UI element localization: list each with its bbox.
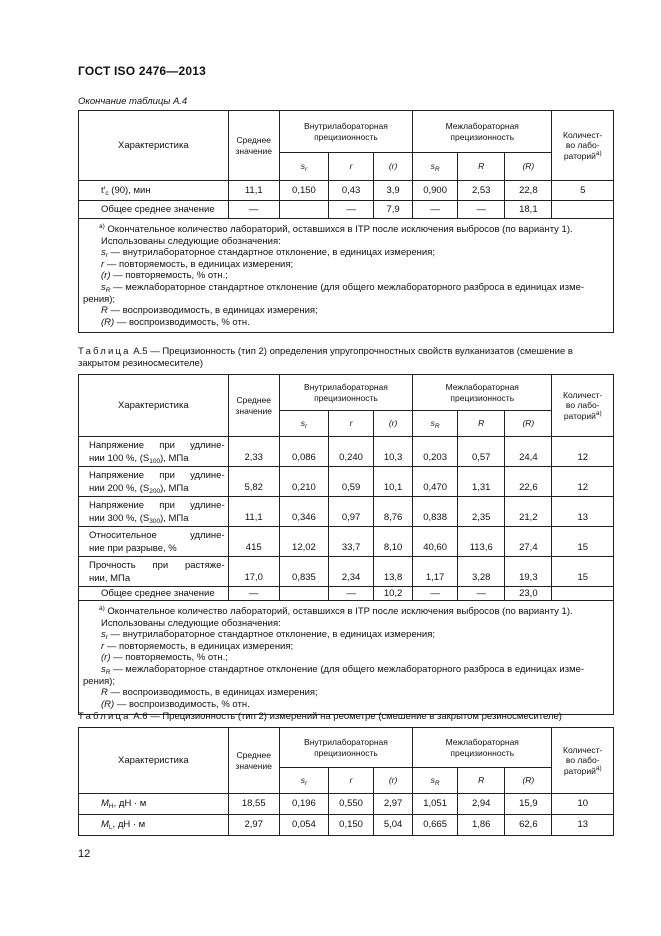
cell-R: 113,6 — [458, 527, 505, 557]
cell-R: 1,31 — [458, 467, 505, 497]
cell-r: 0,550 — [329, 794, 374, 815]
cell-R: 3,28 — [458, 557, 505, 587]
cell-labs: 13 — [552, 497, 614, 527]
table-notes: $^{а)}$ Окончательное количество лабораторий, оставшихся в ITP после исключения выбросов (по варианту 1). Использованы следующие обозначения: $s_r$ — внутрилабораторное стандартное отклонение, в единицах измерения; r — повторяемость, в единицах измерения; (r) — повторяемость, % отн.; $s_R$ — межлабораторное стандартное отклонение (для общего межлабораторного разброса в единицах изме- рения); R — воспроизводимость, в единицах измерения; (R) — воспроизводимость, % отн. — [79, 601, 614, 715]
col-header-R: R — [458, 411, 505, 437]
overall-label: Общее среднее значение — [79, 201, 229, 219]
col-header-sR: $s_R$ — [413, 768, 458, 794]
col-header-R-rel: (R) — [505, 153, 552, 181]
cell-r: 2,34 — [329, 557, 374, 587]
cell-sr — [279, 201, 328, 219]
row-label: $M_L$, дН · м — [79, 815, 229, 836]
col-header-interlab: Межлабораторная прецизионность — [413, 111, 552, 153]
row-label: Напряжение при удлине- нии 200 %, $(S_{200})$, МПа — [79, 467, 229, 497]
table-notes: $^{а)}$ Окончательное количество лабораторий, оставшихся в ITP после исключения выбросов (по варианту 1). Использованы следующие обозначения: $s_r$ — внутрилабораторное стандартное отклонение, в единицах измерения; r — повторяемость, в единицах измерения; (r) — повторяемость, % отн.; $s_R$ — межлабораторное стандартное отклонение (для общего межлабораторного разброса в единицах изме- рения); R — воспроизводимость, в единицах измерения; (R) — воспроизводимость, % отн. — [79, 219, 614, 333]
overall-row — [79, 201, 614, 219]
cell-mean: 18,55 — [228, 794, 279, 815]
cell-sR: 40,60 — [413, 527, 458, 557]
cell-R: 1,86 — [458, 815, 505, 836]
cell-labs: 15 — [552, 557, 614, 587]
cell-mean: 17,0 — [228, 557, 279, 587]
table-row — [79, 557, 614, 587]
col-header-intralab: Внутрилабораторная прецизионность — [279, 111, 412, 153]
cell-mean: 2,33 — [228, 437, 279, 467]
cell-sr: 12,02 — [279, 527, 328, 557]
cell-r-rel: 3,9 — [374, 181, 413, 201]
cell-r: 0,43 — [329, 181, 374, 201]
col-header-r-rel: (r) — [374, 153, 413, 181]
cell-sr: 0,150 — [279, 181, 328, 201]
col-header-characteristic: Характеристика — [79, 375, 229, 437]
cell-mean: 11,1 — [228, 497, 279, 527]
page-number: 12 — [78, 848, 91, 860]
col-header-intralab: Внутрилабораторная прецизионность — [279, 375, 412, 411]
cell-sR: — — [413, 201, 458, 219]
col-header-mean: Среднее значение — [228, 728, 279, 794]
col-header-r: r — [329, 768, 374, 794]
cell-R-rel: 23,0 — [505, 587, 552, 601]
table-a4-caption: Окончание таблицы А.4 — [78, 96, 188, 107]
notes-row — [79, 601, 614, 715]
col-header-labs: Количест- во лабо- раторий$^{а)}$ — [552, 111, 614, 181]
col-header-r: r — [329, 153, 374, 181]
cell-r-rel: 10,2 — [374, 587, 413, 601]
cell-R-rel: 62,6 — [505, 815, 552, 836]
cell-r: 0,97 — [329, 497, 374, 527]
col-header-mean: Среднее значение — [228, 111, 279, 181]
cell-sr: 0,086 — [279, 437, 328, 467]
table-row — [79, 497, 614, 527]
cell-R: 2,94 — [458, 794, 505, 815]
cell-labs: 5 — [552, 181, 614, 201]
cell-sR: 0,665 — [413, 815, 458, 836]
cell-R: — — [458, 201, 505, 219]
cell-R: 0,57 — [458, 437, 505, 467]
col-header-sR: $s_R$ — [413, 411, 458, 437]
col-header-R-rel: (R) — [505, 411, 552, 437]
cell-sr — [279, 587, 328, 601]
cell-labs: 12 — [552, 437, 614, 467]
cell-r-rel: 13,8 — [374, 557, 413, 587]
cell-r-rel: 10,1 — [374, 467, 413, 497]
col-header-sr: $s_r$ — [279, 153, 328, 181]
col-header-characteristic: Характеристика — [79, 111, 229, 181]
col-header-r-rel: (r) — [374, 411, 413, 437]
cell-mean: — — [228, 587, 279, 601]
cell-R: 2,53 — [458, 181, 505, 201]
table-a6 — [78, 727, 614, 836]
row-label: $M_H$, дН · м — [79, 794, 229, 815]
col-header-sr: $s_r$ — [279, 411, 328, 437]
cell-R-rel: 27,4 — [505, 527, 552, 557]
notes-row — [79, 219, 614, 333]
cell-mean: 415 — [228, 527, 279, 557]
cell-r-rel: 8,76 — [374, 497, 413, 527]
row-label: Напряжение при удлине- нии 300 %, $(S_{300})$, МПа — [79, 497, 229, 527]
cell-R-rel: 22,8 — [505, 181, 552, 201]
cell-r: 0,240 — [329, 437, 374, 467]
table-row — [79, 815, 614, 836]
cell-mean: 2,97 — [228, 815, 279, 836]
cell-R-rel: 19,3 — [505, 557, 552, 587]
col-header-r-rel: (r) — [374, 768, 413, 794]
cell-labs: 15 — [552, 527, 614, 557]
cell-mean: 11,1 — [228, 181, 279, 201]
table-row — [79, 794, 614, 815]
cell-r: — — [329, 587, 374, 601]
col-header-sr: $s_r$ — [279, 768, 328, 794]
cell-labs: 12 — [552, 467, 614, 497]
cell-R: 2,35 — [458, 497, 505, 527]
col-header-mean: Среднее значение — [228, 375, 279, 437]
cell-r-rel: 2,97 — [374, 794, 413, 815]
cell-sR: 1,051 — [413, 794, 458, 815]
cell-R-rel: 15,9 — [505, 794, 552, 815]
row-label: Напряжение при удлине- нии 100 %, $(S_{100})$, МПа — [79, 437, 229, 467]
cell-sr: 0,210 — [279, 467, 328, 497]
cell-sR: — — [413, 587, 458, 601]
cell-r-rel: 8,10 — [374, 527, 413, 557]
cell-sR: 1,17 — [413, 557, 458, 587]
cell-R: — — [458, 587, 505, 601]
cell-labs: 13 — [552, 815, 614, 836]
cell-R-rel: 21,2 — [505, 497, 552, 527]
cell-sR: 0,900 — [413, 181, 458, 201]
cell-r: 33,7 — [329, 527, 374, 557]
cell-r-rel: 7,9 — [374, 201, 413, 219]
overall-row — [79, 587, 614, 601]
table-row — [79, 527, 614, 557]
cell-mean: — — [228, 201, 279, 219]
cell-R-rel: 24,4 — [505, 437, 552, 467]
col-header-R: R — [458, 153, 505, 181]
col-header-interlab: Межлабораторная прецизионность — [413, 728, 552, 768]
cell-labs: 10 — [552, 794, 614, 815]
cell-r: — — [329, 201, 374, 219]
table-row — [79, 467, 614, 497]
cell-sr: 0,346 — [279, 497, 328, 527]
cell-r-rel: 10,3 — [374, 437, 413, 467]
document-header: ГОСТ ISO 2476—2013 — [78, 64, 207, 78]
col-header-intralab: Внутрилабораторная прецизионность — [279, 728, 412, 768]
cell-sR: 0,838 — [413, 497, 458, 527]
col-header-characteristic: Характеристика — [79, 728, 229, 794]
row-label: Прочность при растяже- нии, МПа — [79, 557, 229, 587]
col-header-r: r — [329, 411, 374, 437]
overall-label: Общее среднее значение — [79, 587, 229, 601]
cell-sR: 0,203 — [413, 437, 458, 467]
cell-mean: 5,82 — [228, 467, 279, 497]
table-a5-caption: Таблица А.5 — Прецизионность (тип 2) определения упругопрочностных свойств вулканизатов (смешение в закрытом резиносмесителе) — [78, 346, 573, 369]
cell-r: 0,150 — [329, 815, 374, 836]
col-header-sR: $s_R$ — [413, 153, 458, 181]
row-label: $t'_c$ (90), мин — [79, 181, 229, 201]
cell-sr: 0,835 — [279, 557, 328, 587]
col-header-labs: Количест- во лабо- раторий$^{а)}$ — [552, 375, 614, 437]
col-header-R: R — [458, 768, 505, 794]
cell-R-rel: 22,6 — [505, 467, 552, 497]
col-header-labs: Количест- во лабо- раторий$^{а)}$ — [552, 728, 614, 794]
cell-r-rel: 5,04 — [374, 815, 413, 836]
cell-sr: 0,054 — [279, 815, 328, 836]
table-a5 — [78, 374, 614, 715]
col-header-interlab: Межлабораторная прецизионность — [413, 375, 552, 411]
cell-labs — [552, 201, 614, 219]
table-row — [79, 437, 614, 467]
table-a4 — [78, 110, 614, 333]
row-label: Относительное удлине- ние при разрыве, % — [79, 527, 229, 557]
cell-sr: 0,196 — [279, 794, 328, 815]
cell-sR: 0,470 — [413, 467, 458, 497]
col-header-R-rel: (R) — [505, 768, 552, 794]
table-row — [79, 181, 614, 201]
cell-r: 0,59 — [329, 467, 374, 497]
cell-labs — [552, 587, 614, 601]
cell-R-rel: 18,1 — [505, 201, 552, 219]
table-a6-caption: Таблица А.6 — Прецизионность (тип 2) измерений на реометре (смешение в закрытом резиносмесителе) — [78, 711, 562, 722]
